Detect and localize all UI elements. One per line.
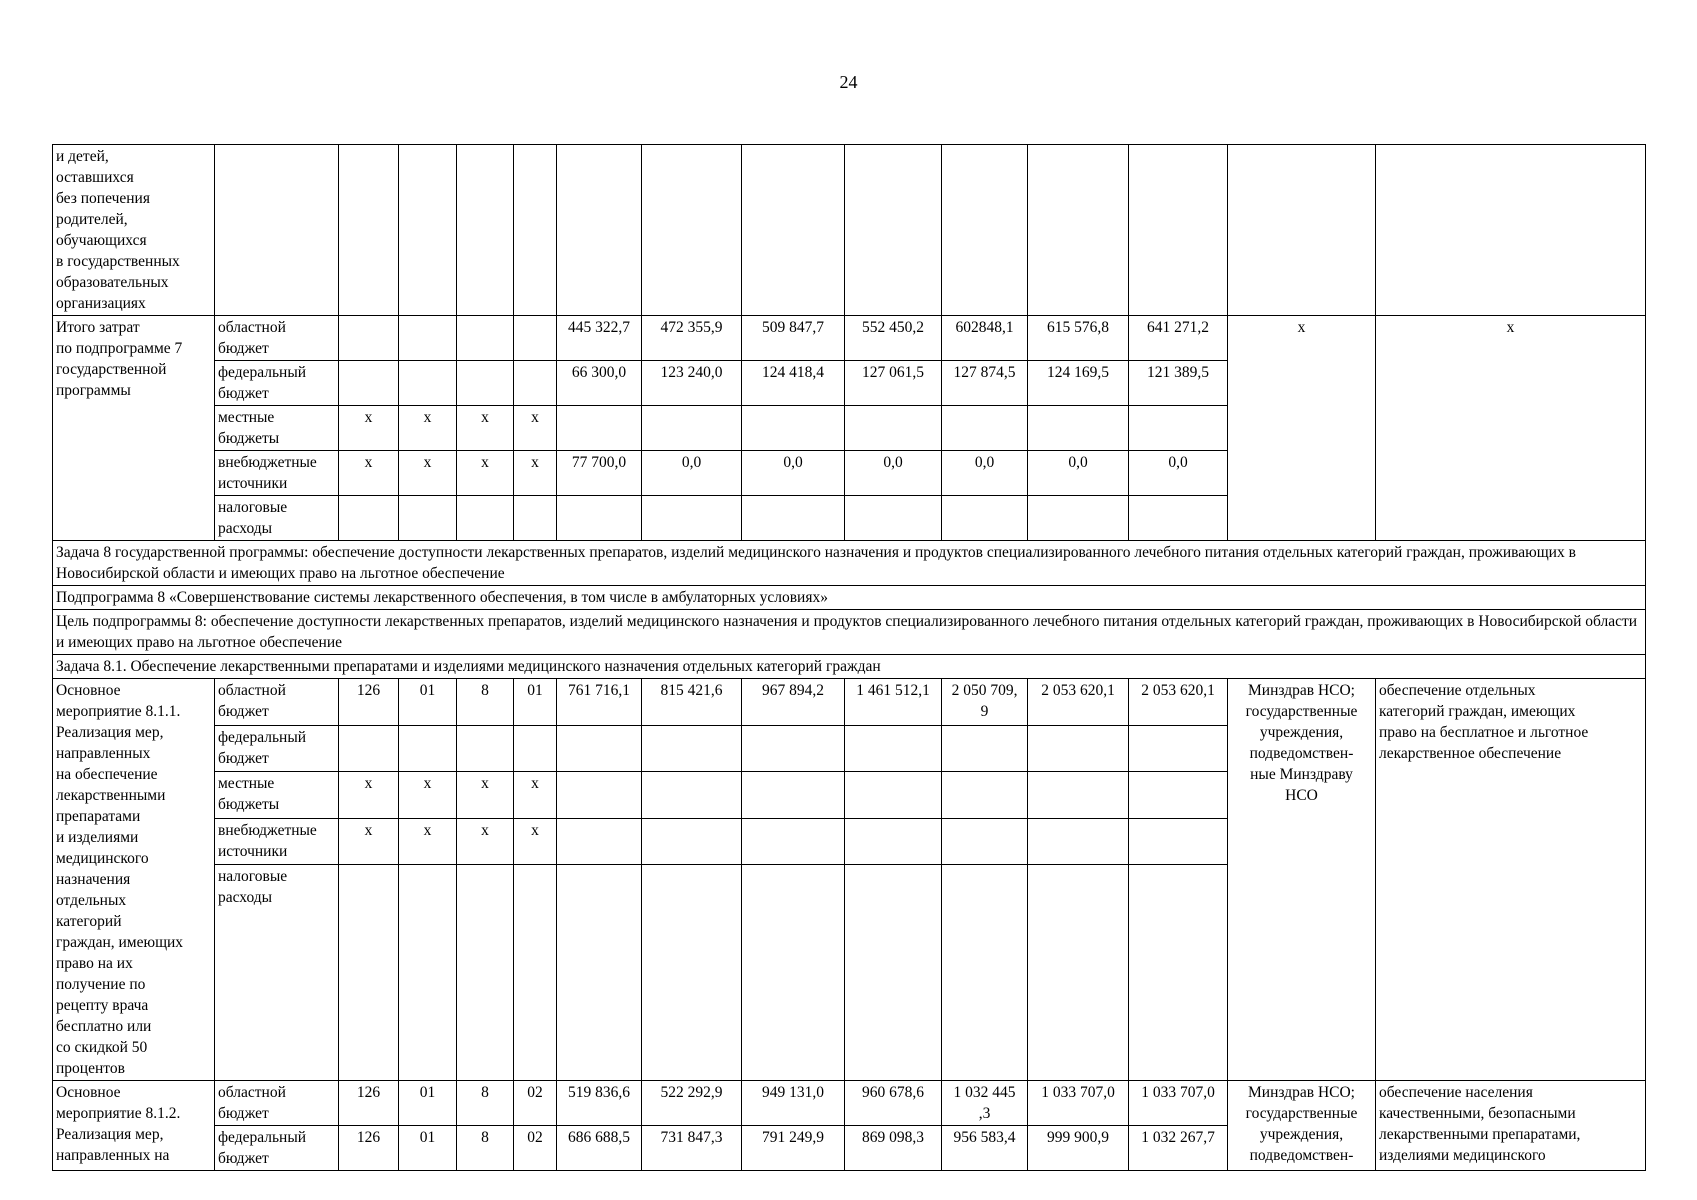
value-cell [742,772,845,819]
value-cell [642,406,742,451]
section-row [53,586,1646,610]
section-row [53,610,1646,655]
empty-cell [642,145,742,316]
value-cell: 66 300,0 [557,361,642,406]
value-cell: 127 061,5 [845,361,942,406]
code-cell [514,725,557,772]
value-cell [1129,725,1228,772]
measure-label: Основное мероприятие 8.1.1. Реализация мер, направленных на обеспечение лекарственными препаратами и изделиями медицинского назначения отдельных категорий граждан, имеющих право на их получение по рецепту врача бесплатно или со скидкой 50 процентов [53,679,215,1081]
code-cell [399,361,457,406]
value-cell: 2 050 709, 9 [942,679,1028,726]
value-cell [845,725,942,772]
code-cell: x [457,406,514,451]
code-cell: x [399,451,457,496]
code-cell: 01 [399,1126,457,1171]
value-cell: 0,0 [845,451,942,496]
code-cell: 01 [399,1081,457,1126]
value-cell: 815 421,6 [642,679,742,726]
table-row [53,679,1646,726]
continuation-row [53,145,1646,316]
code-cell: x [514,451,557,496]
value-cell [742,725,845,772]
source-cell: областной бюджет [215,1081,339,1126]
code-cell: x [514,406,557,451]
code-cell [514,361,557,406]
code-cell: 126 [339,1081,399,1126]
value-cell [1028,725,1129,772]
code-cell: x [457,451,514,496]
code-cell [399,865,457,1081]
value-cell [942,772,1028,819]
value-cell [942,725,1028,772]
code-cell: x [514,818,557,865]
value-cell: 1 033 707,0 [1129,1081,1228,1126]
empty-cell [742,145,845,316]
code-cell [339,316,399,361]
table-row [53,316,1646,361]
value-cell [1028,496,1129,541]
code-cell [514,496,557,541]
code-cell [399,316,457,361]
value-cell: 1 033 707,0 [1028,1081,1129,1126]
value-cell: 2 053 620,1 [1028,679,1129,726]
value-cell: 522 292,9 [642,1081,742,1126]
value-cell [742,496,845,541]
page-number: 24 [839,72,858,92]
table-row [53,1081,1646,1126]
value-cell: 0,0 [642,451,742,496]
table-body [53,145,1646,1171]
code-cell [514,865,557,1081]
value-cell [845,818,942,865]
code-cell: x [339,406,399,451]
value-cell: 127 874,5 [942,361,1028,406]
code-cell [339,361,399,406]
value-cell: 731 847,3 [642,1126,742,1171]
value-cell [557,772,642,819]
value-cell: 1 461 512,1 [845,679,942,726]
value-cell: 445 322,7 [557,316,642,361]
empty-cell [942,145,1028,316]
item-label: и детей, оставшихся без попечения родителей, обучающихся в государственных образовательных организациях [53,145,215,316]
executor-cell: x [1228,316,1376,541]
value-cell: 121 389,5 [1129,361,1228,406]
code-cell [399,496,457,541]
value-cell: 0,0 [742,451,845,496]
value-cell [642,818,742,865]
value-cell [1129,496,1228,541]
result-cell: обеспечение отдельных категорий граждан, имеющих право на бесплатное и льготное лекарственное обеспечение [1376,679,1646,1081]
value-cell: 124 418,4 [742,361,845,406]
code-cell [457,725,514,772]
value-cell [1028,865,1129,1081]
value-cell [557,865,642,1081]
value-cell [1129,406,1228,451]
value-cell [642,496,742,541]
value-cell [557,725,642,772]
code-cell: 8 [457,1126,514,1171]
value-cell: 0,0 [1129,451,1228,496]
value-cell: 999 900,9 [1028,1126,1129,1171]
empty-cell [457,145,514,316]
empty-cell [1228,145,1376,316]
source-cell: федеральный бюджет [215,361,339,406]
source-cell: местные бюджеты [215,406,339,451]
goal-8-heading: Цель подпрограммы 8: обеспечение доступности лекарственных препаратов, изделий медицинского назначения и продуктов специализированного лечебного питания отдельных категорий граждан, проживающих в Новосибирской области и имеющих право на льготное обеспечение [53,610,1646,655]
code-cell: 02 [514,1081,557,1126]
empty-cell [1028,145,1129,316]
empty-cell [1129,145,1228,316]
value-cell: 124 169,5 [1028,361,1129,406]
code-cell: x [457,772,514,819]
code-cell: 02 [514,1126,557,1171]
section-row [53,655,1646,679]
program-table [52,144,1646,1171]
code-cell [457,496,514,541]
value-cell [1129,818,1228,865]
value-cell: 791 249,9 [742,1126,845,1171]
source-cell: областной бюджет [215,679,339,726]
value-cell: 869 098,3 [845,1126,942,1171]
value-cell [845,772,942,819]
code-cell [399,725,457,772]
value-cell [1028,406,1129,451]
source-cell: областной бюджет [215,316,339,361]
empty-cell [215,145,339,316]
source-cell: федеральный бюджет [215,725,339,772]
value-cell [942,496,1028,541]
value-cell: 956 583,4 [942,1126,1028,1171]
source-cell: внебюджетные источники [215,818,339,865]
value-cell: 967 894,2 [742,679,845,726]
code-cell [339,496,399,541]
code-cell: 01 [399,679,457,726]
code-cell: x [399,406,457,451]
value-cell: 123 240,0 [642,361,742,406]
value-cell: 686 688,5 [557,1126,642,1171]
code-cell: x [399,772,457,819]
empty-cell [557,145,642,316]
executor-cell: Минздрав НСО; государственные учреждения, подведомствен- [1228,1081,1376,1171]
value-cell [642,865,742,1081]
value-cell [742,818,845,865]
code-cell [457,361,514,406]
source-cell: налоговые расходы [215,496,339,541]
value-cell: 1 032 445 ,3 [942,1081,1028,1126]
empty-cell [514,145,557,316]
value-cell: 552 450,2 [845,316,942,361]
value-cell [642,772,742,819]
value-cell: 960 678,6 [845,1081,942,1126]
total-label: Итого затрат по подпрограмме 7 государственной программы [53,316,215,541]
value-cell [557,496,642,541]
code-cell: x [399,818,457,865]
code-cell: x [339,772,399,819]
value-cell [1129,865,1228,1081]
value-cell: 615 576,8 [1028,316,1129,361]
code-cell [339,865,399,1081]
measure-label: Основное мероприятие 8.1.2. Реализация мер, направленных на [53,1081,215,1171]
value-cell [845,406,942,451]
value-cell: 0,0 [1028,451,1129,496]
value-cell [942,865,1028,1081]
value-cell [1129,772,1228,819]
code-cell: 8 [457,679,514,726]
task-8-heading: Задача 8 государственной программы: обеспечение доступности лекарственных препаратов, изделий медицинского назначения и продуктов специализированного лечебного питания отдельных категорий граждан, проживающих в Новосибирской области и имеющих право на льготное обеспечение [53,541,1646,586]
empty-cell [1376,145,1646,316]
value-cell: 77 700,0 [557,451,642,496]
code-cell [457,316,514,361]
code-cell [457,865,514,1081]
source-cell: налоговые расходы [215,865,339,1081]
value-cell [742,865,845,1081]
value-cell: 949 131,0 [742,1081,845,1126]
subprogram-8-heading: Подпрограмма 8 «Совершенствование системы лекарственного обеспечения, в том числе в амбулаторных условиях» [53,586,1646,610]
value-cell [642,725,742,772]
task-81-heading: Задача 8.1. Обеспечение лекарственными препаратами и изделиями медицинского назначения отдельных категорий граждан [53,655,1646,679]
value-cell [742,406,845,451]
value-cell [1028,772,1129,819]
code-cell: x [339,451,399,496]
empty-cell [845,145,942,316]
code-cell: 126 [339,679,399,726]
executor-cell: Минздрав НСО; государственные учреждения, подведомствен- ные Минздраву НСО [1228,679,1376,1081]
result-cell: обеспечение населения качественными, безопасными лекарственными препаратами, изделиями медицинского [1376,1081,1646,1171]
source-cell: местные бюджеты [215,772,339,819]
empty-cell [399,145,457,316]
code-cell: 8 [457,1081,514,1126]
code-cell [514,316,557,361]
value-cell: 641 271,2 [1129,316,1228,361]
value-cell: 1 032 267,7 [1129,1126,1228,1171]
section-row [53,541,1646,586]
empty-cell [339,145,399,316]
value-cell [1028,818,1129,865]
value-cell: 602848,1 [942,316,1028,361]
code-cell [339,725,399,772]
code-cell: x [339,818,399,865]
value-cell: 519 836,6 [557,1081,642,1126]
value-cell [942,818,1028,865]
code-cell: x [457,818,514,865]
code-cell: 01 [514,679,557,726]
value-cell: 761 716,1 [557,679,642,726]
source-cell: внебюджетные источники [215,451,339,496]
value-cell [845,496,942,541]
value-cell: 472 355,9 [642,316,742,361]
result-cell: x [1376,316,1646,541]
value-cell: 2 053 620,1 [1129,679,1228,726]
source-cell: федеральный бюджет [215,1126,339,1171]
value-cell: 509 847,7 [742,316,845,361]
value-cell [557,818,642,865]
code-cell: x [514,772,557,819]
value-cell: 0,0 [942,451,1028,496]
value-cell [942,406,1028,451]
value-cell [845,865,942,1081]
code-cell: 126 [339,1126,399,1171]
value-cell [557,406,642,451]
